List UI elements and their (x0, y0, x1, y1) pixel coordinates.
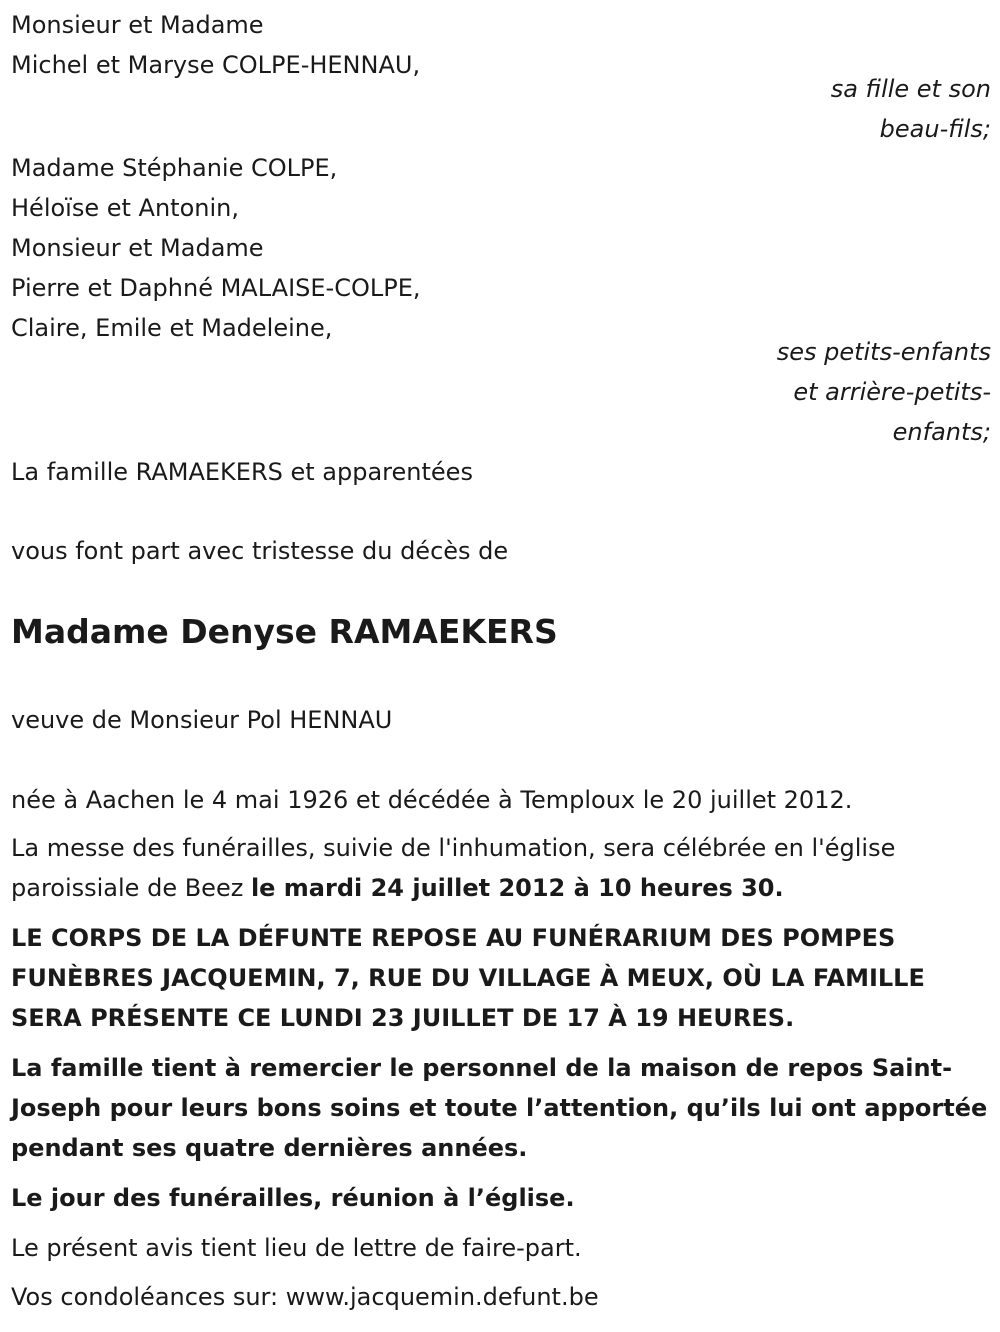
family-line: Pierre et Daphné MALAISE-COLPE, (11, 274, 421, 302)
relation-line: beau-fils; (879, 115, 991, 143)
relation-block-2 (11, 332, 991, 452)
mass-paragraph (11, 828, 991, 908)
mass-date: le mardi 24 juillet 2012 à 10 heures 30. (250, 874, 784, 902)
body-rest: LE CORPS DE LA DÉFUNTE REPOSE AU FUNÉRARIUM DES POMPES FUNÈBRES JACQUEMIN, 7, RUE DU VILLAGE À MEUX, OÙ LA FAMILLE SERA PRÉSENTE CE LUNDI 23 JUILLET DE 17 À 19 HEURES. (11, 924, 925, 1032)
birth-death: née à Aachen le 4 mai 1926 et décédée à Temploux le 20 juillet 2012. (11, 786, 853, 814)
relation-line: enfants; (892, 418, 991, 446)
condolences: Vos condoléances sur: www.jacquemin.defunt.be (11, 1283, 599, 1311)
family-line: Claire, Emile et Madeleine, (11, 314, 333, 342)
mass-text: La messe des funérailles, suivie de l'inhumation, sera célébrée en l'église paroissiale de Beez (11, 834, 896, 902)
relation-block-1 (11, 69, 991, 149)
deceased-name: Madame Denyse RAMAEKERS (11, 612, 558, 651)
family-block-2 (11, 148, 991, 348)
announcement: vous font part avec tristesse du décès de (11, 537, 509, 565)
family-line: Michel et Maryse COLPE-HENNAU, (11, 51, 421, 79)
notice: Le présent avis tient lieu de lettre de faire-part. (11, 1234, 582, 1262)
family-line: Monsieur et Madame (11, 234, 264, 262)
relation-line: et arrière-petits- (793, 378, 991, 406)
family-line: Héloïse et Antonin, (11, 194, 239, 222)
family-line: Madame Stéphanie COLPE, (11, 154, 338, 182)
meeting: Le jour des funérailles, réunion à l’église. (11, 1184, 575, 1212)
thanks: La famille tient à remercier le personnel de la maison de repos Saint-Joseph pour leurs bons soins et toute l’attention, qu’ils lui ont apportée pendant ses quatre dernières années. (11, 1054, 988, 1162)
widow-of: veuve de Monsieur Pol HENNAU (11, 706, 393, 734)
family-block-3: La famille RAMAEKERS et apparentées (11, 458, 473, 486)
family-line: Monsieur et Madame (11, 11, 264, 39)
relation-line: sa fille et son (830, 75, 991, 103)
relation-line: ses petits-enfants (776, 338, 991, 366)
